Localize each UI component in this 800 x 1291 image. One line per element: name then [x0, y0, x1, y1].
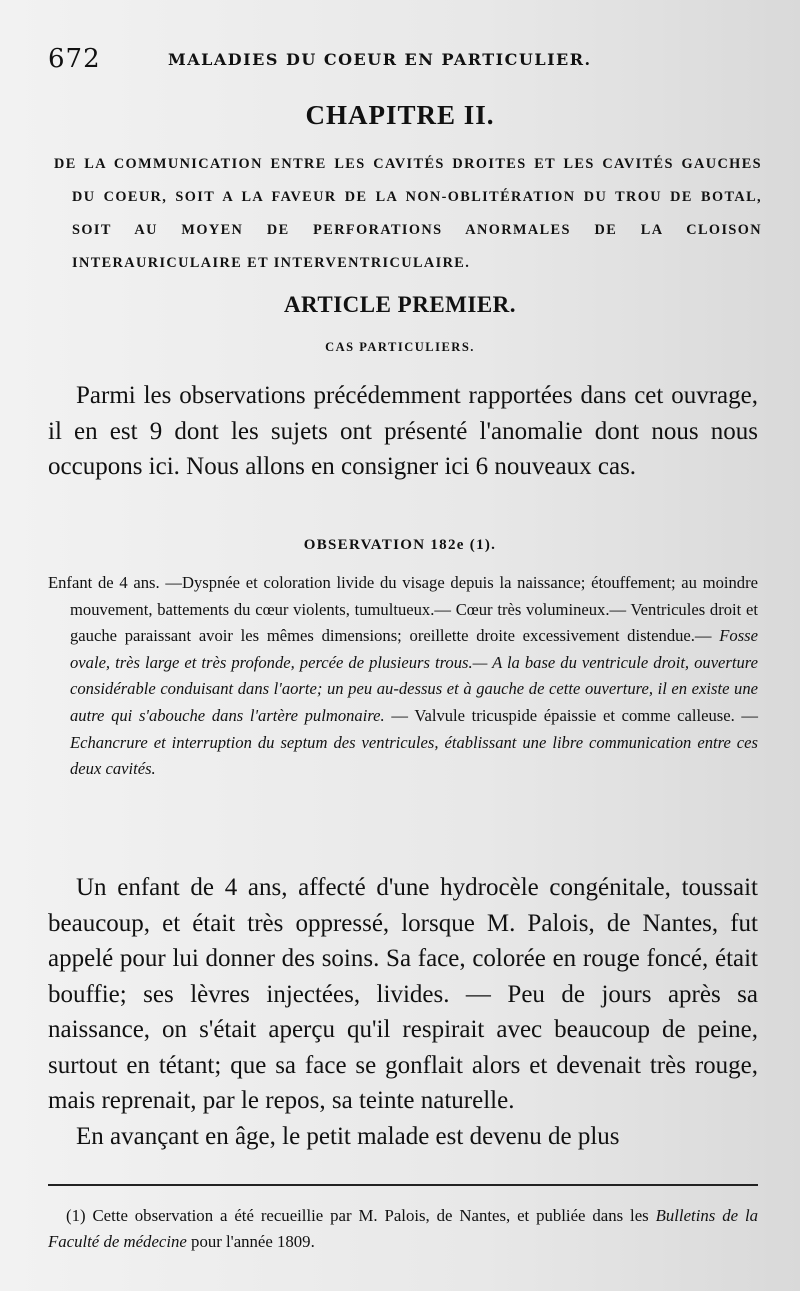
observation-title: OBSERVATION 182e (1).: [303, 537, 497, 553]
article-title: ARTICLE PREMIER.: [283, 292, 517, 317]
observation-summary: [48, 570, 758, 783]
summary-italic-1: Fosse ovale, très large et très profonde, percée de plusieurs trous.— A la base du ventricule droit, ouverture considérable conduisant dans l'aorte; un peu au-dessus et à gauche de cette ouverture, il en existe une autre qui s'abouche dans l'artère pulmonaire.: [70, 626, 758, 725]
page-number: 672: [48, 44, 101, 74]
footnote-text-1: (1) Cette observation a été recueillie par M. Palois, de Nantes, et publiée dans les: [66, 1206, 649, 1225]
body-text: [48, 870, 758, 1154]
body-paragraph-1: Un enfant de 4 ans, affecté d'une hydrocèle congénitale, toussait beaucoup, et était très oppressé, lorsque M. Palois, de Nantes, fut appelé pour lui donner des soins. Sa face, colorée en rouge foncé, était bouffie; ses lèvres injectées, livides. — Peu de jours après sa naissance, on s'était aperçu qu'il respirait avec beaucoup de peine, surtout en tétant; que sa face se gonflait alors et devenait très rouge, mais reprenait, par le repos, sa teinte naturelle.: [48, 874, 758, 1114]
footnote-text-2: pour l'année 1809.: [191, 1232, 315, 1251]
summary-italic-2: Echancrure et interruption du septum des ventricules, établissant une libre communication entre ces deux cavités.: [70, 732, 758, 779]
chapter-title: CHAPITRE II.: [305, 100, 495, 130]
running-title: MALADIES DU COEUR EN PARTICULIER.: [168, 50, 592, 69]
chapter-subtitle-text: DE LA COMMUNICATION ENTRE LES CAVITÉS DROITES ET LES CAVITÉS GAUCHES DU COEUR, SOIT A LA FAVEUR DE LA NON-OBLITÉRATION DU TROU DE BOTAL, SOIT AU MOYEN DE PERFORATIONS ANORMALES DE LA CLOISON INTERAURICULAIRE ET INTERVENTRICULAIRE.: [54, 156, 762, 271]
article-subtitle: CAS PARTICULIERS.: [325, 340, 475, 354]
footnote-rule: [48, 1184, 758, 1186]
chapter-subtitle: [54, 148, 762, 280]
summary-text-2: — Valvule tricuspide épaissie et comme calleuse. —: [391, 705, 758, 725]
footnote-italic: Bulletins de la Faculté de médecine: [48, 1206, 758, 1251]
summary-text-1: Enfant de 4 ans. —Dyspnée et coloration livide du visage depuis la naissance; étouffement; au moindre mouvement, battements du cœur violents, tumultueux.— Cœur très volumineux.— Ventricules droit et gauche paraissant avoir les mêmes dimensions; oreillette droite excessivement distendue.—: [48, 573, 758, 646]
intro-text: Parmi les observations précédemment rapportées dans cet ouvrage, il en est 9 dont les sujets ont présenté l'anomalie dont nous nous occupons ici. Nous allons en consigner ici 6 nouveaux cas.: [48, 382, 758, 480]
intro-paragraph: [48, 378, 758, 485]
page-header: [48, 44, 768, 78]
body-paragraph-2: En avançant en âge, le petit malade est devenu de plus: [76, 1122, 620, 1150]
footnote: [48, 1203, 758, 1255]
